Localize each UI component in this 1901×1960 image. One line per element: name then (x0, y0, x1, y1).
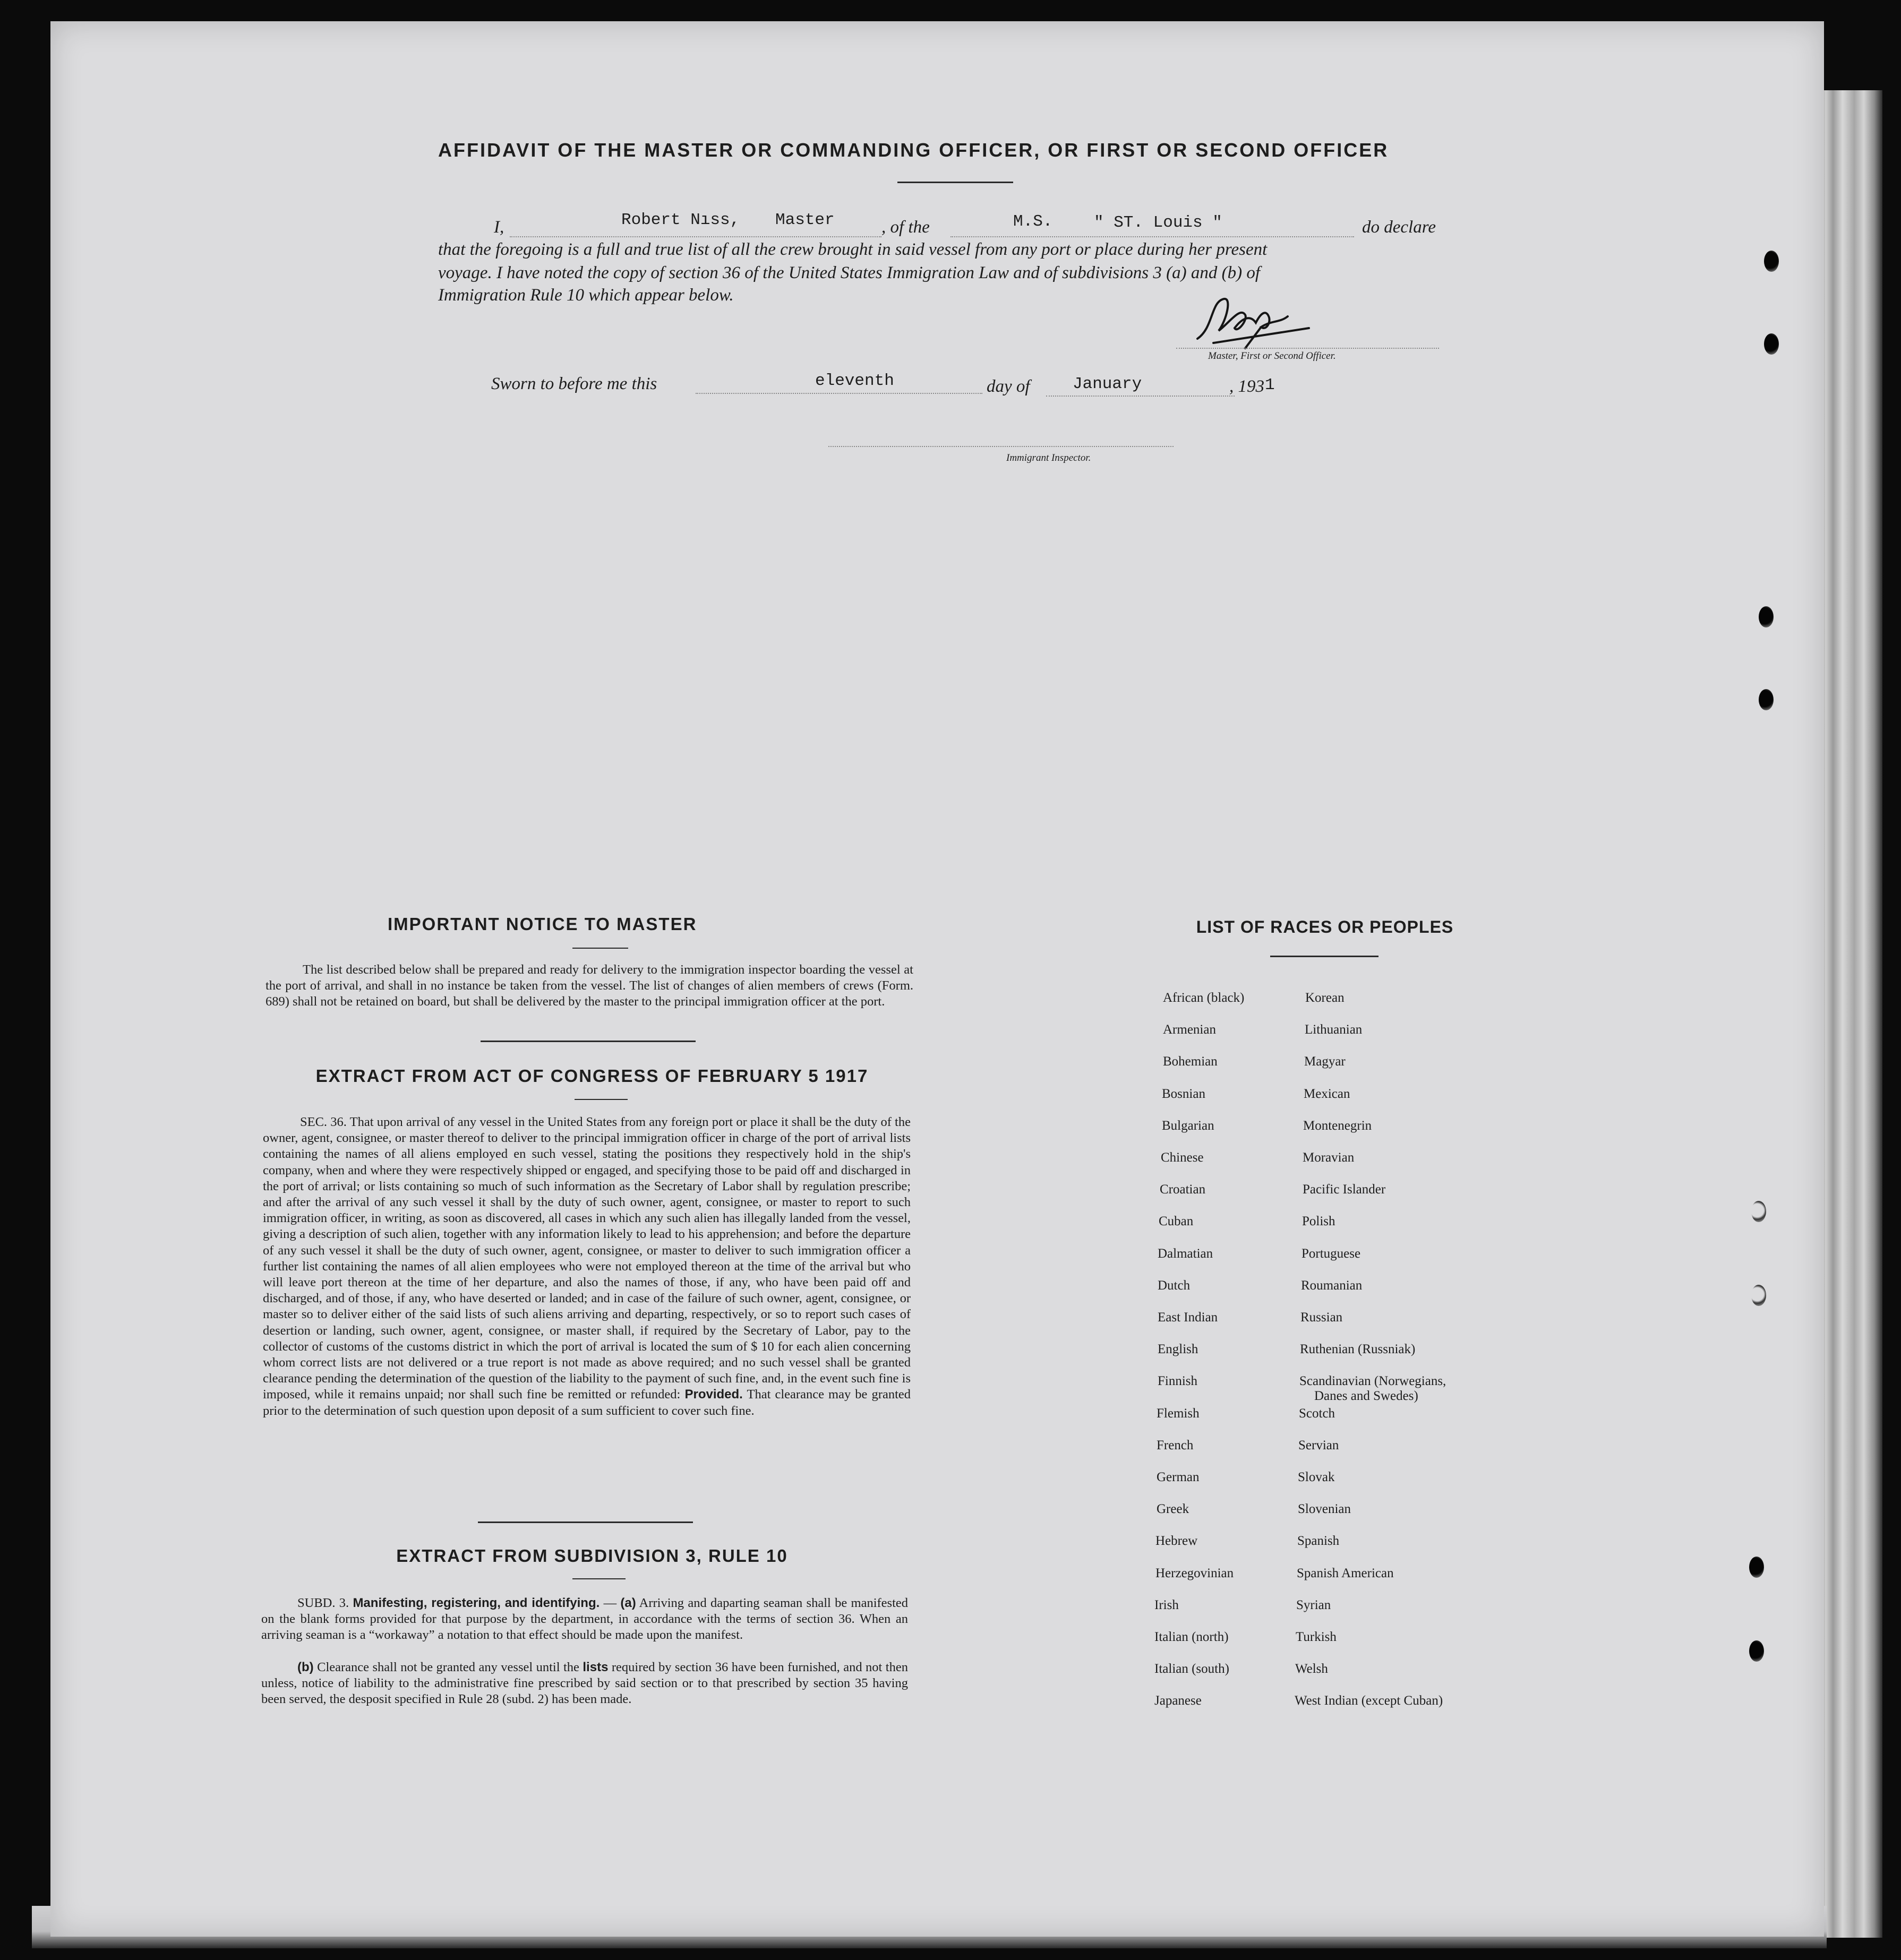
sworn-day-blank (696, 393, 982, 394)
inspector-caption: Immigrant Inspector. (1006, 452, 1091, 463)
signature-caption: Master, First or Second Officer. (1208, 350, 1336, 362)
race-item: Finnish (1158, 1374, 1198, 1389)
race-item: German (1157, 1470, 1200, 1484)
act-text-main: SEC. 36. That upon arrival of any vessel in the United States from any foreign port or place it shall be the duty of the owner, agent, consignee, or master thereof to deliver to the principal immigration officer in charge of the port of arrival lists containing the names of all aliens employed en such vessel, stating the positions they respectively hold in the ship's company, when and where they were respectively shipped or engaged, and specifying those to be paid off and discharged in the port of arrival; or lists containing so much of such information as the Secretary of Labor shall by regulation prescribe; and after the arrival of any such vessel it shall by the duty of such owner, agent, consignee, or master to report to such immigration officer, in writing, as soon as discovered, all cases in which any such alien has illegally landed from the vessel, giving a description of such alien, together with any information likely to lead to his apprehension; and before the departure of any such vessel it shall be the duty of such owner, agent, consignee, or master to deliver to such immigration officer a further list containing the names of all alien employees who were not employed thereon at the time of the arrival but who will leave port thereon at the time of her departure, and also the names of those, if any, who have been paid off and discharged, and of those, if any, who have deserted or landed; and in case of the failure of such owner, agent, consignee, or master so to deliver either of the said lists of such aliens arriving and departing, respectively, or so to report such cases of desertion or landing, such owner, agent, consignee, or master shall, if required by the Secretary of Labor, pay to the collector of customs of the customs district in which the port of arrival is located the sum of $ 10 for each alien concerning whom correct lists are not delivered or a true report is not made as above required; and no such vessel shall be granted clearance pending the determination of the question of the liability to the payment of such fine, and, in the event such fine is imposed, while it remains unpaid; nor shall such fine be remitted or refunded: (263, 1115, 911, 1402)
sworn-day: eleventh (815, 372, 894, 390)
act-underline (575, 1099, 628, 1100)
race-item: Croatian (1160, 1182, 1206, 1197)
race-item: Korean (1305, 991, 1345, 1005)
race-item: Pacific Islander (1303, 1182, 1386, 1197)
race-item: Bosnian (1162, 1086, 1205, 1101)
race-item: Cuban (1159, 1214, 1194, 1229)
race-item: Flemish (1157, 1406, 1200, 1421)
master-name: Robert Nıss, (621, 211, 740, 229)
race-item: Roumanian (1301, 1278, 1363, 1293)
race-item: Servian (1298, 1438, 1339, 1452)
race-item: Scotch (1299, 1406, 1335, 1421)
vessel-blank (950, 236, 1354, 237)
act-text-end: That clearance may be granted prior to the determination of such question upon deposit of a sum sufficient to cover such fine. (263, 1387, 911, 1418)
race-item: Welsh (1295, 1662, 1328, 1677)
subd-b-lists: lists (583, 1660, 609, 1674)
race-item: Italian (north) (1154, 1630, 1229, 1644)
binder-hole-icon (1764, 251, 1779, 272)
race-item: African (black) (1163, 991, 1245, 1005)
race-item: Japanese (1154, 1693, 1202, 1708)
year-prefix: , 193 (1229, 377, 1264, 396)
race-item: Danes and Swedes) (1314, 1389, 1418, 1404)
subd-b-text-1: Clearance shall not be granted any vessel until the (317, 1660, 579, 1674)
section-divider (481, 1041, 696, 1042)
race-item: Greek (1157, 1502, 1189, 1517)
affidavit-line-3: voyage. I have noted the copy of section 36 of the United States Immigration Law and of subdivisions 3 (a) and (b) of (438, 263, 1261, 282)
race-item: Montenegrin (1303, 1118, 1372, 1133)
race-item: English (1158, 1342, 1198, 1357)
race-item: Slovenian (1298, 1502, 1351, 1517)
affidavit-title: AFFIDAVIT OF THE MASTER OR COMMANDING OFFICER, OR FIRST OR SECOND OFFICER (438, 139, 1389, 161)
do-declare-label: do declare (1362, 218, 1436, 237)
title-underline (897, 182, 1013, 183)
master-rank: Master (775, 211, 835, 229)
binder-hole-icon (1749, 1640, 1764, 1662)
act-provided: Provided. (684, 1387, 743, 1402)
race-item: Polish (1302, 1214, 1335, 1229)
race-item: Armenian (1163, 1022, 1216, 1037)
race-item: Scandinavian (Norwegians, (1299, 1374, 1446, 1389)
rule-underline (572, 1578, 626, 1579)
signature-line (1176, 348, 1439, 349)
notice-underline (572, 948, 628, 949)
rule-subd-b (261, 1660, 908, 1708)
rule-extract-title: EXTRACT FROM SUBDIVISION 3, RULE 10 (396, 1546, 788, 1566)
race-item: Dutch (1158, 1278, 1191, 1293)
race-item: Moravian (1303, 1150, 1355, 1165)
race-item: Spanish (1297, 1534, 1340, 1549)
race-item: Bulgarian (1162, 1118, 1214, 1133)
of-the-label: , of the (881, 218, 930, 237)
race-item: East Indian (1158, 1310, 1218, 1325)
affidavit-line-2: that the foregoing is a full and true list of all the crew brought in said vessel from any port or place during her present (438, 240, 1268, 259)
race-item: West Indian (except Cuban) (1295, 1693, 1443, 1708)
races-underline (1270, 956, 1378, 957)
race-item: Herzegovinian (1155, 1566, 1234, 1580)
subd-b-text-2: required by section 36 have been furnished, and not then unless, notice of liability to the administrative fine prescribed by said section or to that prescribed by section 35 having been served, the desposit specified in Rule 28 (subd. 2) has been made. (261, 1660, 908, 1707)
race-item: Syrian (1296, 1597, 1331, 1612)
race-item: Turkish (1296, 1630, 1337, 1644)
subd-a-text: Arriving and daparting seaman shall be manifested on the blank forms provided for that purpose by the department, in accordance with the terms of section 36. When an arriving seaman is a “workaway” a notation to that effect should be made upon the manifest. (261, 1596, 909, 1643)
inspector-line (828, 446, 1174, 447)
race-item: Irish (1154, 1597, 1179, 1612)
race-item: Mexican (1304, 1086, 1350, 1101)
subd-heading: Manifesting, registering, and identifying. (353, 1596, 600, 1610)
notice-title: IMPORTANT NOTICE TO MASTER (388, 914, 697, 934)
binder-hole-icon (1764, 333, 1779, 355)
races-title: LIST OF RACES OR PEOPLES (1196, 917, 1454, 936)
sworn-prefix: Sworn to before me this (491, 374, 657, 393)
section-divider (478, 1521, 693, 1523)
race-item: Dalmatian (1158, 1246, 1213, 1261)
year-digit: 1 (1265, 376, 1275, 394)
subd-label: SUBD. 3. (297, 1596, 349, 1610)
rule-subd-a (261, 1595, 908, 1644)
sworn-month: January (1073, 375, 1142, 393)
master-signature (1181, 291, 1320, 349)
act-section-36-text (263, 1114, 911, 1419)
binder-hole-icon (1751, 1201, 1766, 1222)
race-item: French (1157, 1438, 1194, 1452)
vessel-name: " ST. Louis " (1094, 213, 1222, 232)
race-item: Ruthenian (Russniak) (1300, 1342, 1416, 1357)
binder-hole-icon (1759, 606, 1774, 627)
subd-a-label: (a) (620, 1596, 636, 1610)
race-item: Portuguese (1301, 1246, 1361, 1261)
race-item: Italian (south) (1154, 1662, 1229, 1677)
race-item: Hebrew (1155, 1534, 1198, 1549)
race-item: Chinese (1161, 1150, 1204, 1165)
stacked-page-edges (1821, 90, 1882, 1938)
race-item: Russian (1300, 1310, 1343, 1325)
binder-hole-icon (1751, 1285, 1766, 1306)
race-item: Lithuanian (1305, 1022, 1363, 1037)
race-item: Slovak (1298, 1470, 1335, 1484)
race-item: Bohemian (1163, 1054, 1218, 1069)
race-item: Magyar (1304, 1054, 1346, 1069)
subd-b-label: (b) (297, 1660, 314, 1674)
act-extract-title: EXTRACT FROM ACT OF CONGRESS OF FEBRUARY 5 1917 (315, 1066, 869, 1086)
affidavit-line-4: Immigration Rule 10 which appear below. (438, 286, 734, 305)
race-item: Spanish American (1297, 1566, 1394, 1580)
day-of-label: day of (987, 377, 1030, 396)
vessel-type: M.S. (1013, 212, 1053, 231)
sworn-month-blank (1046, 396, 1235, 397)
binder-hole-icon (1759, 689, 1774, 710)
master-name-blank (510, 236, 881, 237)
affidavit-i-label: I, (494, 218, 504, 237)
subd-dash: — (603, 1596, 617, 1610)
notice-text: The list described below shall be prepared and ready for delivery to the immigration inspector boarding the vessel at the port of arrival, and shall in no instance be taken from the vessel. The list of changes of alien members of crews (Form. 689) shall not be retained on board, but shall be delivered by the master to the principal immigration officer at the port. (266, 962, 913, 1009)
binder-hole-icon (1749, 1557, 1764, 1578)
